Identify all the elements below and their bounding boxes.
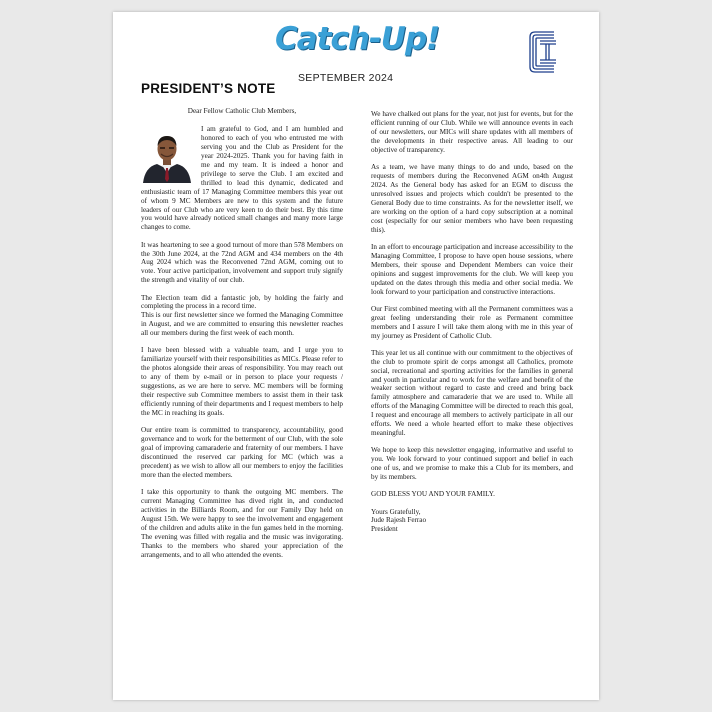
signature-block (371, 508, 573, 535)
left-column (141, 107, 343, 568)
paragraph: The Election team did a fantastic job, by holding the fairly and completing the process in a record time. (141, 293, 343, 311)
paragraph: I take this opportunity to thank the outgoing MC members. The current Managing Committee has dived right in, and conducted activities in the Billiards Room, and for our Family Day held on August 15th. We were happy to see the involvement and engagement of the children and adults alike in the fun games held in the morning. The evening was filled with regalia and the music was invigorating. Thanks to the members who shared your appreciation of the arrangements, and to all who attended the events. (141, 488, 343, 559)
salutation: Dear Fellow Catholic Club Members, (187, 107, 297, 115)
blessing: GOD BLESS YOU AND YOUR FAMILY. (371, 490, 495, 499)
president-portrait-icon (141, 127, 193, 183)
right-column (371, 110, 573, 534)
paragraph: It was heartening to see a good turnout of more than 578 Members on the 30th June 2024, at the 72nd AGM and 434 members on the 4th Aug 2024 which was the Reconvened 72nd AGM, coming out to vote. Your active participation, involvement and support truly signify the strength and vitality of our club. (141, 240, 343, 285)
paragraph: As a team, we have many things to do and undo, based on the requests of members during the Reconvened AGM on4th August 2024. As the General body has asked for an EGM to discuss the unresolved issues and projects which couldn't be presented to the General Body due to time constraints. As for the newsletter itself, we are working on the option of a hard copy subscription at a nominal cost (especially for our senior members who have been requesting this). (371, 162, 573, 234)
paragraph: I am grateful to God, and I am humbled and honored to each of you who entrusted me with serving you and the Club as President for the year 2024-2025. Thank you for having faith in me and my team. It is indeed a honor and privilege to serve the Club. I am excited and thrilled to lead this dynamic, dedicated and enthusiastic team of 17 Managing Committee members this year out of whom 9 MC Members are new to this system and the future leaders of our Club who are very keen to do their best. By this time you would have already noticed small changes and many more large changes to come. (141, 124, 343, 232)
newsletter-page (113, 12, 599, 700)
paragraph: I have been blessed with a valuable team, and I urge you to familiarize yourself with their responsibilities as MICs. Please refer to the photos alongside their areas of responsibility. You may reach out to any of them by e-mail or in person to place your requests / suggestions, as we are here to serve. MC members will be forming their respective sub Committee members to assist them in their task efficiently running of their departments and I request members to help the MC in reaching its goals. (141, 346, 343, 418)
paragraph: We hope to keep this newsletter engaging, informative and useful to you. We look forward to your continued support and belief in each one of us, and we promise to make this a Club for its members, and by its members. (371, 446, 573, 482)
paragraph: This year let us all continue with our commitment to the objectives of the club to promote spirit de corps amongst all Catholics, promote social, recreational and sporting activities for the families in general and youth in particular and to work for the welfare and benefit of the weaker section without regard to caste and creed and bring back family atmosphere and camaraderie that we are used to. While all efforts of the Managing Committee will be directed to reach this goal, I request and encourage all members to actively participate in all our efforts. We need a whole hearted effort to make these objectives meaningful. (371, 348, 573, 438)
signatory-title: President (371, 525, 398, 534)
paragraph: Our First combined meeting with all the Permanent committees was a great feeling understanding their role as Permanent committee members and I assure I will take them along with me in this year of my journey as President of Catholic Club. (371, 304, 573, 340)
masthead-title: Catch-Up! (275, 21, 440, 57)
paragraph: This is our first newsletter since we formed the Managing Committee in August, and we are committed to ensuring this newsletter reaches all our members during the first week of each month. (141, 311, 343, 338)
closing: Yours Gratefully, (371, 507, 421, 516)
paragraph: Our entire team is committed to transparency, accountability, good governance and to work for the betterment of our Club, with the sole goal of improving camaraderie and fraternity of our members. I have discontinued the reserved car parking for MC (which was a precedent) as we wish to allow all our members to enjoy the facilities more than the elected members. (141, 426, 343, 480)
section-heading: PRESIDENT’S NOTE (141, 81, 276, 96)
issue-date: SEPTEMBER 2024 (298, 72, 394, 84)
president-photo (141, 127, 193, 183)
paragraph: In an effort to encourage participation and increase accessibility to the Managing Committee, I propose to have open house sessions, where Members, their spouse and Dependent Members can voice their opinions and suggest improvements for the club. We will keep you updated on the dates through this media and other social media. We look forward to your participation and constructive interactions. (371, 242, 573, 296)
paragraph: We have chalked out plans for the year, not just for events, but for the efficient running of our Club. While we will announce events in each of our newsletters, our MICs will share updates with all members of the developments in their respective areas. All leading to our objective of transparency. (371, 110, 573, 154)
signatory-name: Jude Rajesh Ferrao (371, 516, 427, 525)
club-logo-icon (527, 28, 559, 76)
